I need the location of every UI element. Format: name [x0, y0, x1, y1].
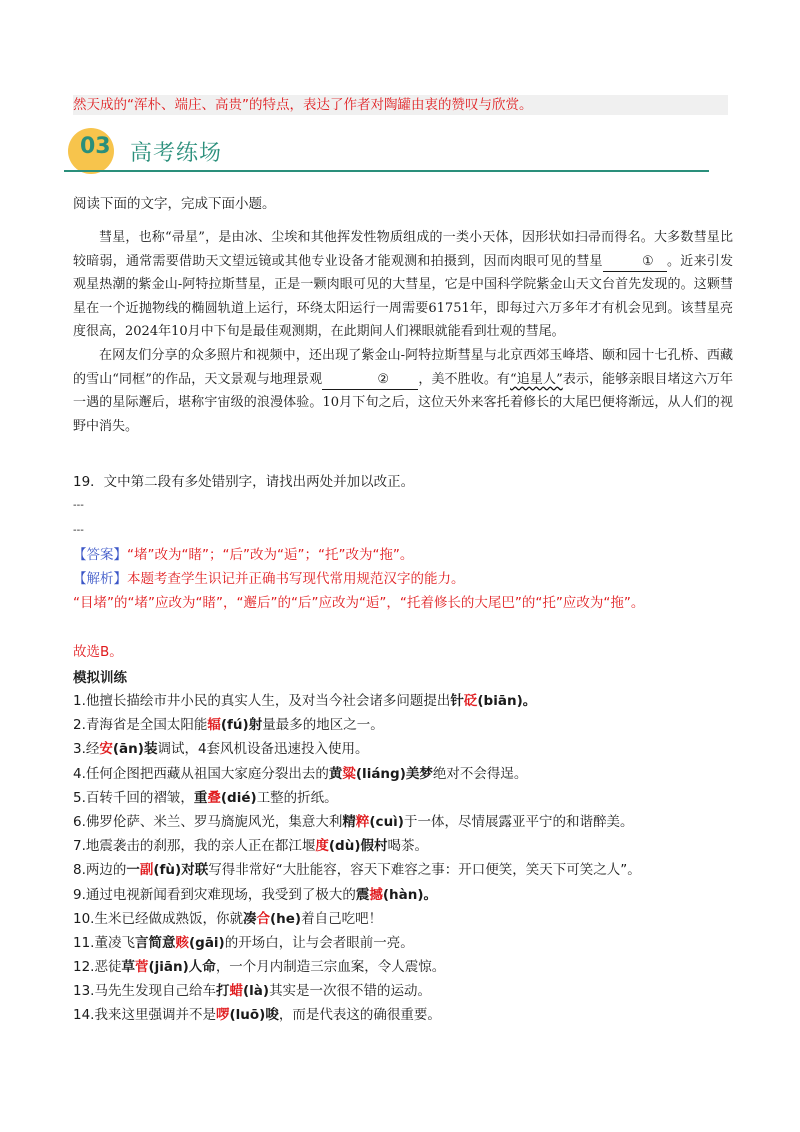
- previous-answer-line: 然天成的“浑朴、端庄、高贵”的特点，表达了作者对陶罐由衷的赞叹与欣赏。: [73, 95, 728, 115]
- list-item: 10.生米已经做成熟饭，你就凑合(he)着自己吃吧！: [73, 910, 383, 927]
- list-item: 4.任何企图把西藏从祖国大家庭分裂出去的黄粱(liáng)美梦绝对不会得逞。: [73, 765, 528, 782]
- wavy-underlined-term: “追星人”: [510, 371, 563, 387]
- passage-text: 。近来引发观星热潮的紫金山-阿特拉斯彗星，正是一颗肉眼可见的大彗星，它是中国科学院紫金山天文台首先发现的。这颗彗星在一个近抛物线的椭圆轨道上运行，环绕太阳运行一周需要61751年，即每过六万多年才有机会见到。该彗星亮度很高，2024年10月中下旬是最佳观测期，在此期间人们裸眼就能看到壮观的彗尾。: [73, 253, 733, 340]
- question-19: 19．文中第二段有多处错别字，请找出两处并加以改正。: [73, 474, 415, 490]
- list-item: 14.我来这里强调并不是啰(luō)唆，而是代表这的确很重要。: [73, 1007, 441, 1024]
- list-item: 6.佛罗伦萨、米兰、罗马旖旎风光，集意大利精粹(cuì)于一体，尽情展露亚平宁的和谐醉美。: [73, 813, 634, 830]
- separator: ---: [73, 525, 84, 536]
- separator: ---: [73, 500, 84, 511]
- list-item: 13.马先生发现自己给车打蜡(là)其实是一次很不错的运动。: [73, 983, 432, 1000]
- blank-2: ②: [322, 371, 418, 390]
- list-item: 2.青海省是全国太阳能辐(fú)射量最多的地区之一。: [73, 717, 384, 734]
- passage-text: 彗星，也称“帚星”，是由冰、尘埃和其他挥发性物质组成的一类小天体，因形状如扫帚而得名。大多数彗星比较暗弱，通常需要借助天文望远镜或其他专业设备才能观测和拍摄到，因而肉眼可见的彗星: [73, 230, 733, 269]
- passage-paragraph-2: [73, 344, 733, 438]
- explanation-tag: 【解析】: [73, 571, 127, 587]
- explanation-detail: “目堵”的“堵”应改为“睹”，“邂后”的“后”应改为“逅”，“托着修长的大尾巴”的“托”应改为“拖”。: [73, 595, 645, 611]
- practice-list: [73, 689, 733, 1028]
- explanation-line: [73, 567, 465, 591]
- list-item: 8.两边的一副(fù)对联写得非常好“大肚能容，容天下难容之事：开口便笑，笑天下可笑之人”。: [73, 862, 641, 879]
- list-item: 7.地震袭击的刹那，我的亲人正在都江堰度(dù)假村喝茶。: [73, 838, 429, 855]
- blank-1: ①: [603, 253, 667, 272]
- conclusion: 故选B。: [73, 644, 123, 660]
- explanation-text: 本题考查学生识记并正确书写现代常用规范汉字的能力。: [127, 571, 465, 587]
- answer-text: “堵”改为“睹”；“后”改为“逅”；“托”改为“拖”。: [127, 547, 414, 563]
- list-item: 11.董凌飞言简意赅(gāi)的开场白，让与会者眼前一亮。: [73, 934, 414, 951]
- answer-tag: 【答案】: [73, 547, 127, 563]
- section-title: 高考练场: [130, 141, 223, 166]
- section-header: [64, 124, 734, 176]
- reading-prompt: 阅读下面的文字，完成下面小题。: [73, 196, 276, 212]
- reading-passage: [73, 226, 733, 438]
- passage-text: 表示，能够亲眼目堵这六万年一遇的星际邂后，堪称宇宙级的浪漫体验。10月下旬之后，这位天外来客托着修长的大尾巴便将渐远，从人们的视野中消失。: [73, 371, 733, 434]
- passage-text: 在网友们分享的众多照片和视频中，还出现了紫金山-阿特拉斯彗星与北京西郊玉峰塔、颐和园十七孔桥、西藏的雪山“同框”的作品，天文景观与地理景观: [73, 347, 733, 387]
- section-number: 03: [80, 134, 111, 159]
- section-divider: [64, 170, 709, 172]
- list-item: 9.通过电视新闻看到灾难现场，我受到了极大的震撼(hàn)。: [73, 886, 438, 903]
- list-item: 3.经安(ān)装调试，4套风机设备迅速投入使用。: [73, 741, 369, 758]
- passage-paragraph-1: [73, 226, 733, 344]
- list-item: 5.百转千回的褶皱，重叠(dié)工整的折纸。: [73, 789, 338, 806]
- list-item: 1.他擅长描绘市井小民的真实人生，及对当今社会诸多问题提出针砭(biān)。: [73, 693, 537, 709]
- answer-line: [73, 543, 413, 567]
- list-item: 12.恶徒草菅(jiān)人命，一个月内制造三宗血案，令人震惊。: [73, 959, 446, 976]
- passage-text: ，美不胜收。有: [418, 371, 511, 387]
- practice-heading: 模拟训练: [73, 670, 127, 686]
